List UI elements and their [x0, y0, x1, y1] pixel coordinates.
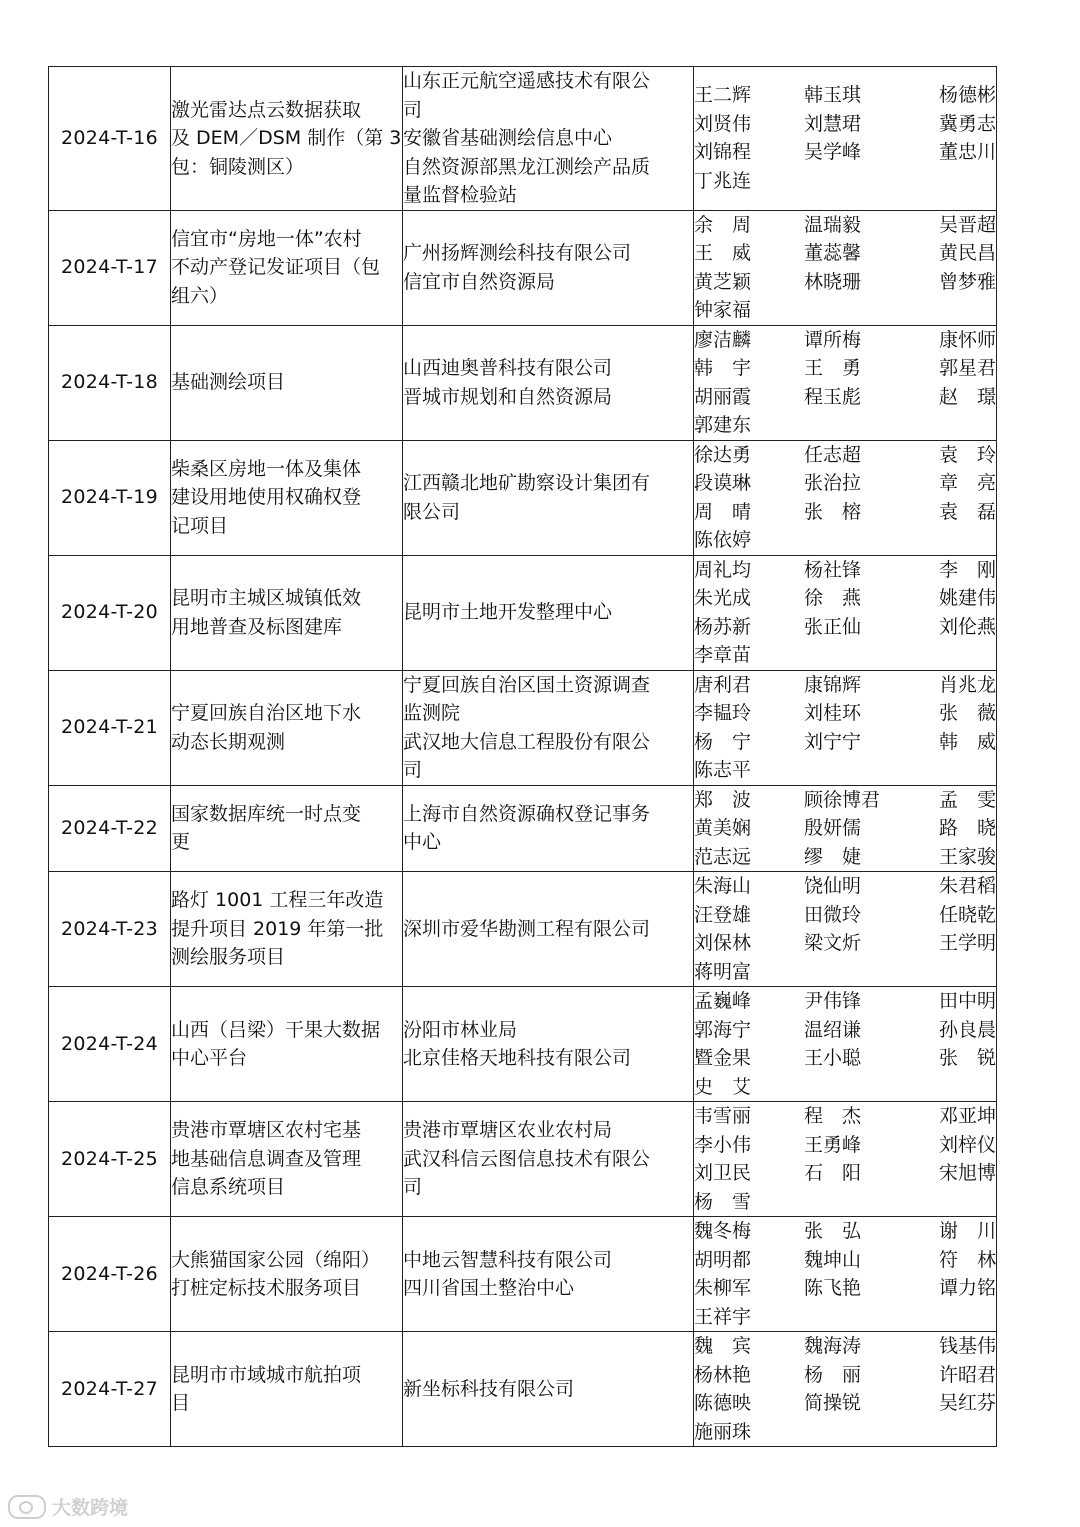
person-name: 姚建伟	[938, 587, 996, 609]
project-name-line: 不动产登记发证项目（包	[171, 256, 381, 279]
person-name: 宋旭博	[938, 1162, 996, 1184]
completing-units	[403, 1102, 694, 1217]
project-name-line: 激光雷达点云数据获取	[171, 98, 362, 121]
person-name: 田中明	[938, 990, 996, 1012]
unit-line: 司	[403, 1176, 423, 1199]
project-code: 2024-T-16	[49, 67, 171, 211]
person-name: 康怀师	[938, 328, 996, 351]
project-code: 2024-T-26	[49, 1217, 171, 1332]
project-name	[171, 872, 403, 987]
names-grid	[694, 1217, 996, 1331]
names-grid	[694, 1332, 996, 1446]
personnel-names	[694, 67, 997, 211]
project-name-line: 及 DEM／DSM 制作（第 3	[171, 127, 402, 149]
person-name: 邓亚坤	[938, 1105, 996, 1127]
watermark-text: 大数跨境	[52, 1497, 129, 1519]
names-grid	[694, 326, 996, 440]
person-name: 杨苏新	[694, 615, 752, 638]
person-name: 郭海宁	[694, 1018, 752, 1041]
unit-line: 监测院	[403, 702, 461, 724]
completing-units	[403, 325, 694, 440]
person-name: 李 刚	[938, 558, 996, 581]
weibo-logo-icon	[8, 1495, 46, 1519]
project-code: 2024-T-27	[49, 1332, 171, 1447]
person-name: 石 阳	[804, 1162, 862, 1184]
person-name: 谢 川	[938, 1220, 996, 1242]
person-name: 林晓珊	[804, 270, 862, 293]
person-name: 魏 宾	[694, 1335, 752, 1357]
person-name: 任晓乾	[938, 903, 996, 926]
completing-units	[403, 987, 694, 1102]
project-name-line: 柴桑区房地一体及集体	[171, 457, 362, 480]
person-name: 程 杰	[804, 1105, 862, 1127]
person-name: 刘宁宁	[804, 730, 862, 753]
table-body	[49, 67, 997, 1447]
person-name: 刘贤伟	[694, 112, 752, 135]
completing-units	[403, 440, 694, 555]
project-code: 2024-T-19	[49, 440, 171, 555]
project-name	[171, 785, 403, 872]
person-name: 丁兆连	[694, 169, 752, 192]
person-name: 杨社锋	[804, 558, 862, 581]
person-name: 暨金果	[694, 1047, 752, 1069]
person-name: 王二辉	[694, 84, 752, 107]
names-grid	[694, 987, 996, 1101]
person-name: 胡丽霞	[694, 385, 752, 408]
unit-line: 武汉科信云图信息技术有限公	[403, 1147, 651, 1170]
table-row	[49, 872, 997, 987]
unit-line: 限公司	[403, 500, 461, 523]
completing-units	[403, 67, 694, 211]
person-name: 刘锦程	[694, 141, 752, 164]
person-name: 章 亮	[938, 472, 996, 494]
personnel-names	[694, 325, 997, 440]
person-name: 朱君稻	[938, 875, 996, 897]
table-row	[49, 67, 997, 211]
person-name: 温瑞毅	[804, 213, 862, 236]
person-name: 黄美娴	[694, 817, 752, 839]
person-name: 朱光成	[694, 587, 752, 609]
person-name: 黄芝颖	[694, 270, 752, 293]
project-code: 2024-T-20	[49, 555, 171, 670]
personnel-names	[694, 440, 997, 555]
person-name: 温绍谦	[804, 1018, 862, 1041]
unit-line: 宁夏回族自治区国土资源调查	[403, 673, 651, 696]
completing-units	[403, 210, 694, 325]
person-name: 李小伟	[694, 1133, 752, 1156]
person-name: 郭建东	[694, 414, 752, 436]
names-grid	[694, 872, 996, 986]
person-name: 韩 威	[938, 730, 996, 753]
person-name: 田微玲	[804, 903, 862, 926]
project-name-line: 大熊猫国家公园（绵阳）	[171, 1248, 381, 1271]
project-name-line: 基础测绘项目	[171, 371, 286, 394]
person-name: 钟家福	[694, 299, 752, 321]
project-name	[171, 1102, 403, 1217]
unit-line: 中地云智慧科技有限公司	[403, 1248, 613, 1271]
project-code: 2024-T-22	[49, 785, 171, 872]
person-name: 韩 宇	[694, 357, 752, 379]
person-name: 钱基伟	[938, 1335, 996, 1357]
person-name: 李韫玲	[694, 702, 752, 724]
project-code: 2024-T-21	[49, 670, 171, 785]
person-name: 赵 璟	[938, 385, 996, 408]
person-name: 许昭君	[938, 1363, 996, 1386]
person-name: 王学明	[938, 932, 996, 954]
table-row	[49, 670, 997, 785]
names-grid	[694, 556, 996, 670]
person-name: 符 林	[938, 1248, 996, 1271]
person-name: 朱海山	[694, 875, 752, 897]
project-name-line: 昆明市市域城市航拍项	[171, 1363, 362, 1386]
person-name: 杨德彬	[938, 84, 996, 107]
project-name	[171, 1332, 403, 1447]
person-name: 徐 燕	[804, 587, 862, 609]
person-name: 王 威	[694, 242, 752, 264]
person-name: 杨 宁	[694, 730, 752, 753]
person-name: 周礼均	[694, 558, 752, 581]
person-name: 肖兆龙	[938, 673, 996, 696]
unit-line: 自然资源部黑龙江测绘产品质	[403, 155, 651, 178]
unit-line: 广州扬辉测绘科技有限公司	[403, 242, 632, 264]
project-name-line: 打桩定标技术服务项目	[171, 1277, 362, 1299]
unit-line: 晋城市规划和自然资源局	[403, 385, 613, 408]
watermark	[8, 1493, 128, 1520]
unit-line: 汾阳市林业局	[403, 1018, 518, 1041]
unit-line: 量监督检验站	[403, 184, 518, 206]
project-code: 2024-T-18	[49, 325, 171, 440]
unit-line: 司	[403, 98, 423, 121]
unit-line: 深圳市爱华勘测工程有限公司	[403, 917, 651, 940]
project-name-line: 记项目	[171, 514, 229, 537]
names-grid	[694, 786, 996, 872]
person-name: 饶仙明	[804, 875, 862, 897]
person-name: 施丽珠	[694, 1420, 752, 1443]
personnel-names	[694, 785, 997, 872]
completing-units	[403, 1332, 694, 1447]
person-name: 张 薇	[938, 702, 996, 724]
person-name: 史 艾	[694, 1075, 752, 1098]
person-name: 尹伟锋	[804, 990, 862, 1012]
person-name: 胡明都	[694, 1248, 752, 1271]
table-row	[49, 325, 997, 440]
person-name: 杨 丽	[804, 1363, 862, 1386]
table-row	[49, 785, 997, 872]
project-name-line: 提升项目 2019 年第一批	[171, 917, 384, 940]
person-name: 杨林艳	[694, 1363, 752, 1386]
personnel-names	[694, 210, 997, 325]
project-name-line: 测绘服务项目	[171, 946, 286, 969]
project-name-line: 昆明市主城区城镇低效	[171, 587, 362, 609]
completing-units	[403, 1217, 694, 1332]
names-grid	[694, 1102, 996, 1216]
table-row	[49, 1332, 997, 1447]
person-name: 王家骏	[938, 845, 996, 868]
project-name-line: 目	[171, 1392, 191, 1414]
person-name: 简操锐	[804, 1392, 862, 1414]
unit-line: 贵港市覃塘区农业农村局	[403, 1119, 613, 1142]
unit-line: 武汉地大信息工程股份有限公	[403, 730, 651, 753]
names-grid	[694, 671, 996, 785]
person-name: 顾徐博君	[804, 788, 881, 811]
personnel-names	[694, 872, 997, 987]
unit-line: 信宜市自然资源局	[403, 270, 556, 293]
person-name: 王 勇	[804, 357, 862, 379]
project-name	[171, 670, 403, 785]
unit-line: 北京佳格天地科技有限公司	[403, 1047, 632, 1069]
person-name: 汪登雄	[694, 903, 752, 926]
project-code: 2024-T-25	[49, 1102, 171, 1217]
person-name: 谭力铭	[938, 1277, 996, 1299]
person-name: 谭所梅	[804, 328, 862, 351]
table-row	[49, 210, 997, 325]
person-name: 杨 雪	[694, 1190, 752, 1213]
person-name: 王小聪	[804, 1047, 862, 1069]
personnel-names	[694, 987, 997, 1102]
person-name: 魏海涛	[804, 1335, 862, 1357]
person-name: 冀勇志	[938, 112, 996, 135]
person-name: 张 弘	[804, 1220, 862, 1242]
person-name: 魏冬梅	[694, 1220, 752, 1242]
person-name: 康锦辉	[804, 673, 862, 696]
table-row	[49, 1217, 997, 1332]
person-name: 范志远	[694, 845, 752, 868]
project-name	[171, 210, 403, 325]
person-name: 孙良晨	[938, 1018, 996, 1041]
project-name-line: 动态长期观测	[171, 730, 286, 753]
person-name: 蒋明富	[694, 960, 752, 983]
person-name: 吴学峰	[804, 141, 862, 164]
person-name: 韩玉琪	[804, 84, 862, 107]
person-name: 董忠川	[938, 141, 996, 164]
completing-units	[403, 555, 694, 670]
unit-line: 中心	[403, 831, 442, 854]
person-name: 郭星君	[938, 357, 996, 379]
person-name: 梁文炘	[804, 932, 862, 954]
unit-line: 江西赣北地矿勘察设计集团有	[403, 472, 651, 494]
person-name: 魏坤山	[804, 1248, 862, 1271]
project-name-line: 国家数据库统一时点变	[171, 802, 362, 825]
person-name: 唐利君	[694, 673, 752, 696]
person-name: 刘慧珺	[804, 112, 862, 135]
personnel-names	[694, 1332, 997, 1447]
project-name-line: 组六）	[171, 284, 229, 307]
project-name	[171, 67, 403, 211]
project-name-line: 建设用地使用权确权登	[171, 486, 362, 509]
person-name: 段谟琳	[694, 472, 752, 494]
person-name: 任志超	[804, 443, 862, 466]
person-name: 周 晴	[694, 500, 752, 523]
project-name-line: 宁夏回族自治区地下水	[171, 702, 362, 724]
person-name: 朱柳军	[694, 1277, 752, 1299]
personnel-names	[694, 670, 997, 785]
person-name: 路 晓	[938, 817, 996, 839]
unit-line: 上海市自然资源确权登记事务	[403, 802, 651, 825]
person-name: 韦雪丽	[694, 1105, 752, 1127]
unit-line: 司	[403, 759, 423, 781]
person-name: 殷妍儒	[804, 817, 862, 839]
person-name: 张 锐	[938, 1047, 996, 1069]
table-row	[49, 1102, 997, 1217]
person-name: 袁 磊	[938, 500, 996, 523]
project-name-line: 信宜市“房地一体”农村	[171, 227, 362, 250]
person-name: 王勇峰	[804, 1133, 862, 1156]
project-name-line: 贵港市覃塘区农村宅基	[171, 1119, 362, 1142]
names-grid	[694, 81, 996, 195]
person-name: 曾梦雅	[938, 270, 996, 293]
table-row	[49, 440, 997, 555]
person-name: 孟 雯	[938, 788, 996, 811]
awards-table	[48, 66, 997, 1447]
person-name: 李章苗	[694, 644, 752, 666]
person-name: 廖洁麟	[694, 328, 752, 351]
unit-line: 新坐标科技有限公司	[403, 1377, 575, 1400]
unit-line: 安徽省基础测绘信息中心	[403, 127, 613, 149]
person-name: 刘梓仪	[938, 1133, 996, 1156]
project-code: 2024-T-17	[49, 210, 171, 325]
person-name: 徐达勇	[694, 443, 752, 466]
person-name: 董蕊馨	[804, 242, 862, 264]
person-name: 刘伦燕	[938, 615, 996, 638]
project-name-line: 包：铜陵测区）	[171, 155, 305, 178]
person-name: 刘卫民	[694, 1162, 752, 1184]
person-name: 王祥宇	[694, 1305, 752, 1328]
names-grid	[694, 211, 996, 325]
project-name-line: 地基础信息调查及管理	[171, 1147, 362, 1170]
project-name-line: 更	[171, 831, 191, 854]
unit-line: 山西迪奥普科技有限公司	[403, 357, 613, 379]
person-name: 陈依婷	[694, 529, 752, 551]
person-name: 张 榕	[804, 500, 862, 523]
table-row	[49, 987, 997, 1102]
project-name	[171, 325, 403, 440]
project-code: 2024-T-23	[49, 872, 171, 987]
unit-line: 昆明市土地开发整理中心	[403, 601, 613, 624]
person-name: 吴红芬	[938, 1392, 996, 1414]
person-name: 陈志平	[694, 759, 752, 781]
unit-line: 四川省国土整治中心	[403, 1277, 575, 1299]
completing-units	[403, 872, 694, 987]
person-name: 刘桂环	[804, 702, 862, 724]
project-name-line: 路灯 1001 工程三年改造	[171, 889, 384, 912]
names-grid	[694, 441, 996, 555]
project-code: 2024-T-24	[49, 987, 171, 1102]
person-name: 张治拉	[804, 472, 862, 494]
project-name	[171, 1217, 403, 1332]
person-name: 陈德映	[694, 1392, 752, 1414]
project-name-line: 中心平台	[171, 1047, 248, 1069]
project-name	[171, 440, 403, 555]
completing-units	[403, 670, 694, 785]
project-name-line: 山西（吕梁）干果大数据	[171, 1018, 381, 1041]
person-name: 孟巍峰	[694, 990, 752, 1012]
person-name: 黄民昌	[938, 242, 996, 264]
person-name: 程玉彪	[804, 385, 862, 408]
project-name	[171, 555, 403, 670]
person-name: 余 周	[694, 213, 752, 236]
person-name: 袁 玲	[938, 443, 996, 466]
person-name: 张正仙	[804, 615, 862, 638]
person-name: 缪 婕	[804, 845, 862, 868]
person-name: 郑 波	[694, 788, 752, 811]
personnel-names	[694, 1217, 997, 1332]
person-name: 陈飞艳	[804, 1277, 862, 1299]
project-name-line: 用地普查及标图建库	[171, 615, 343, 638]
unit-line: 山东正元航空遥感技术有限公	[403, 70, 651, 92]
project-name	[171, 987, 403, 1102]
personnel-names	[694, 555, 997, 670]
person-name: 刘保林	[694, 932, 752, 954]
table-row	[49, 555, 997, 670]
completing-units	[403, 785, 694, 872]
project-name-line: 信息系统项目	[171, 1176, 286, 1199]
personnel-names	[694, 1102, 997, 1217]
person-name: 吴晋超	[938, 213, 996, 236]
